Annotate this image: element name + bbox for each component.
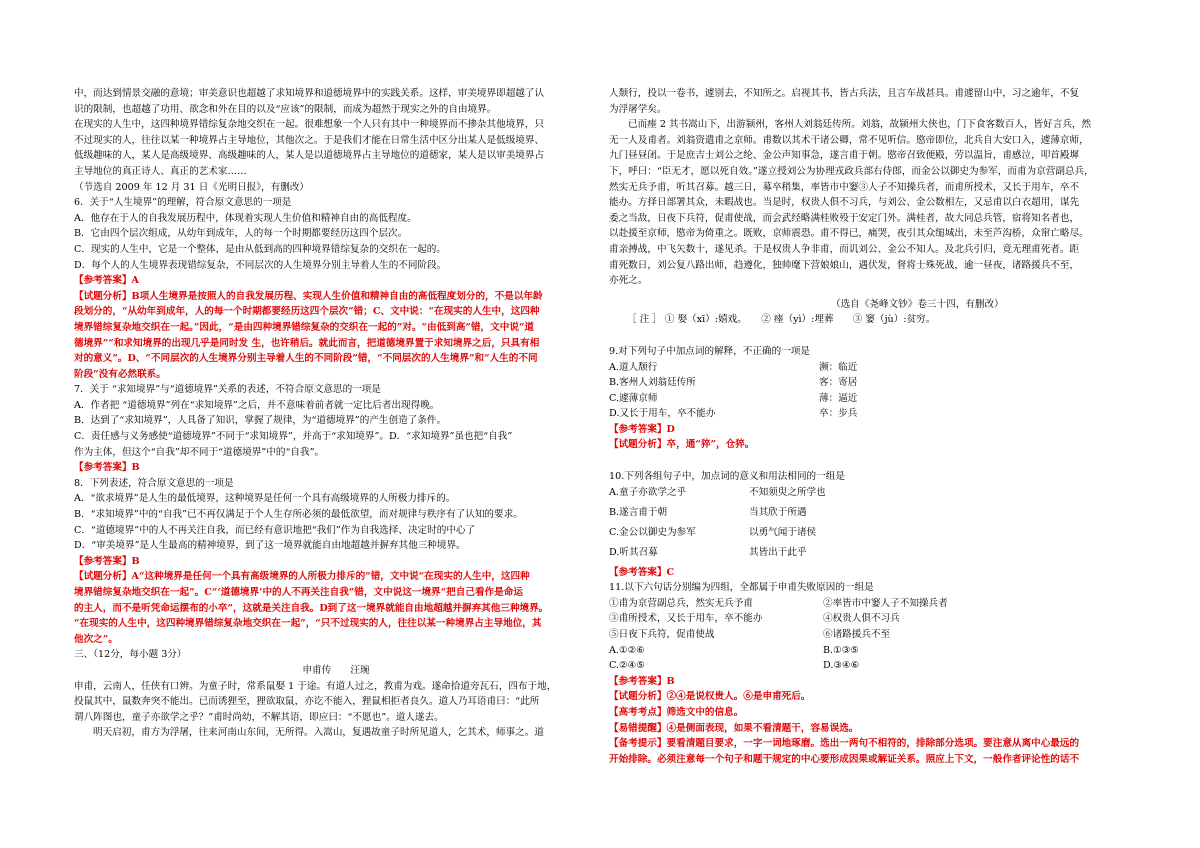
q7-option-a: A．作者把 “道德境界”列在“求知境界”之后，并不意味着前者就一定比后者出现得晚。: [74, 399, 440, 411]
q11-analysis: 【试题分析】②④是说权贵人。⑥是申甫死后。: [609, 691, 811, 703]
q6-option-d: D．每个人的人生境界表现错综复杂，不同层次的人生境界分别主导着人生的不同阶段。: [74, 259, 447, 271]
q11-item: ①甫为京营副总兵，然实无兵予甫: [609, 597, 753, 609]
q10-left: A.童子亦欲学之乎: [609, 486, 687, 498]
source-note: （节选自 2009 年 12 月 31 日《光明日报》，有删改）: [74, 181, 310, 193]
q6-analysis: 阶段”没有必然联系。: [74, 368, 166, 380]
q11-prep-tip: 开始排除。必须注意每一个句子和题干规定的中心要形成因果或解证关系。照应上下文，一般作者评论性的话不: [609, 753, 1080, 765]
q10-row: [609, 505, 1129, 525]
q10-left: B.遂言甫于朝: [609, 506, 668, 518]
left-column: [74, 86, 598, 741]
q10-left: C.金公以御史为参军: [609, 526, 696, 538]
q9-sentence: C.遽薄京师: [609, 392, 658, 404]
text-line: 中，而达到情景交融的意境；审美意识也超越了求知境界和道德境界中的实践关系。这样，审美境界即超越了认: [74, 88, 545, 99]
q10-right: 不知须臾之所学也: [749, 486, 826, 498]
passage-line: 人颓行，投以一卷书，遽别去，不知所之。启视其书，皆古兵法，且言车战甚具。甫遽留山中，习之逾年，不复: [609, 88, 1080, 99]
q6-answer: 【参考答案】A: [74, 275, 140, 287]
q11-option: D.③④⑥: [823, 660, 860, 672]
passage-line: 下，呼曰：“臣无才，愿以死自效。”遂立授刘公为协理戎政兵部右侍郎，而金公以御史为参军，而甫为京营副总兵，: [609, 165, 1094, 177]
passage-line: 然实无兵予甫，听其召募。越三日，募卒稍集，率皆市中窭③人子不知操兵者，而甫所授术，又长于用车，卒不: [609, 181, 1080, 193]
right-column: [609, 86, 1129, 767]
q9-row: [609, 391, 1129, 407]
q10-right: 当其欣于所遇: [749, 506, 807, 518]
passage-line: 已而瘗 2 其书嵩山下，出游颍州，客州人刘翁廷传所。刘翁，故颍州大侠也，门下食客数百人，皆好言兵，然: [628, 119, 1092, 131]
q10-stem: 10.下列各组句子中，加点词的意义和用法相同的一组是: [609, 471, 845, 483]
q8-analysis: 境界错综复杂地交织在一起”。C“‘道德境界’中的人不再关注自我”错，文中说这一境界“把自己看作是命运: [74, 587, 523, 598]
q9-sentence: B.客州人刘翁廷传所: [609, 377, 696, 389]
q11-item: ④权贵人俱不习兵: [823, 613, 900, 625]
passage-source: （选自《尧峰文钞》卷三十四，有删改）: [831, 298, 1004, 310]
passage-line: 甫死数日，刘公复八路出师，趋遵化，独帅麾下营娘娘山，遇伏发，督将士殊死战，逾一昼夜，诸路援兵不至，: [609, 259, 1080, 271]
q8-analysis: 【试题分析】A“这种境界是任何一个具有高级境界的人所极力排斥的”错，文中说“在现实的人生中，这四种: [74, 571, 530, 583]
text-line: 低级趣味的人，某人是高级境界、高级趣味的人，某人是以道德境界占主导地位的道德家，某人是以审美境界占: [74, 150, 545, 162]
q9-row: [609, 375, 1129, 391]
q10-left: D.听其召募: [609, 546, 658, 558]
q7-stem: 7．关于 “求知境界”与“道德境界”关系的表述，不符合原文意思的一项是: [74, 384, 381, 396]
passage-line: 九门昼昼闭。于是庶吉士刘公之纶、金公声知事急，遂言甫于朝。愍帝召致便殿，劳以温旨，甫感泣，叩首殿墀: [609, 150, 1080, 162]
passage-line: 无一人及甫者。刘翁资遣甫之京师。甫数以其术干诸公卿，常不见听信。愍帝即位，北兵自大安口入，遽薄京师，: [609, 134, 1089, 146]
q9-sentence: A.道人颓行: [609, 361, 658, 373]
passage-line: 甫亲搏战，中飞矢数十，遂见杀。于是权贵人争非甫，而讥刘公、金公不知人。及北兵引归，竟无理甫死者。距: [609, 243, 1080, 255]
q8-analysis: 的主人，而不是听凭命运摆布的小卒”，这就是关注自我。D到了这一境界就能自由地超越并摒弃其他三种境界。: [74, 602, 549, 614]
text-line: 在现实的人生中，这四种境界错综复杂地交织在一起。很难想象一个人只有其中一种境界而不掺杂其他境界，只: [74, 119, 545, 131]
passage-line: 谓八阵图也，童子亦欲学之乎？”甫时尚幼，不解其语，即应曰：“不愿也”。道人遂去。: [74, 711, 444, 723]
passage-line: 能办。方择日部署其众，未暇战也。当是时，权贵人俱不习兵，与刘公、金公数相左，又忌甫以白衣超用，谋先: [609, 197, 1080, 209]
q8-option-d: D．“审美境界”是人生最高的精神境界，到了这一境界就能自由地超越并摒弃其他三种境界。: [74, 540, 466, 552]
q10-right: 其皆出于此乎: [749, 546, 807, 558]
q11-stem: 11.以下六句话分别编为四组，全都属于申甫失败原因的一组是: [609, 582, 874, 594]
q9-row: [609, 360, 1129, 376]
q6-option-a: A．他存在于人的自我发展历程中，体现着实现人生价值和精神自由的高低程度。: [74, 212, 417, 224]
passage-line: 申甫，云南人，任侠有口辨。为童子时，常系鼠娶 1 于途。有道人过之，教甫为戏。遂命拾道旁瓦石，四布于地，: [74, 680, 557, 692]
annotation-notes: ［ 注 ］ ① 娶（xī）:嬉戏。 ② 瘗（yì）:埋葬 ③ 窭（jù）:贫穷。: [627, 314, 936, 326]
passage-line: 为浮屠学矣。: [609, 103, 667, 115]
section-heading: 三、（12分，每小题 3分）: [74, 649, 187, 661]
text-line: 不过现实的人，往往以某一种境界占主导地位，其他次之。于是我们才能在日常生活中区分出某人是低级境界、: [74, 134, 545, 146]
q10-row: [609, 485, 1129, 505]
q7-option-b: B．达到了“求知境界”，人具备了知识，掌握了规律，为“道德境界”的产生创造了条件。: [74, 415, 447, 427]
q6-analysis: 对的意义”。D、“不同层次的人生境界分别主导着人生的不同阶段”错，“不同层次的人生境界”和“人生的不同: [74, 353, 538, 365]
q8-option-a: A．“欲求境界”是人生的最低境界，这种境界是任何一个具有高级境界的人所极力排斥的。: [74, 493, 456, 505]
q6-analysis: 【试题分析】B项人生境界是按照人的自我发展历程、实现人生价值和精神自由的高低程度划分的，不是以年龄: [74, 290, 543, 302]
q11-answer: 【参考答案】B: [609, 675, 675, 687]
q10-row: [609, 545, 1129, 565]
q6-option-c: C．现实的人生中，它是一个整体，是由从低到高的四种境界错综复杂的交织在一起的。: [74, 243, 446, 255]
passage-line: 委之当敌，日夜下兵符，促甫使战，而会武经略满桂败殁于安定门外。满桂者，故大同总兵管，宿将知名者也，: [609, 212, 1080, 224]
q11-row: [609, 611, 1129, 627]
q11-row: [609, 658, 1129, 674]
q11-row: [609, 643, 1129, 659]
q6-option-b: B．它由四个层次组成，从幼年到成年，人的每一个时期都要经历这四个层次。: [74, 228, 408, 240]
q11-option: C.②④⑤: [609, 660, 645, 672]
passage-line: 投鼠其中，鼠数奔突不能出。已而诱狸至，狸欲取鼠，亦讫不能入，狸鼠相拒者良久。道人乃耳语甫曰：“此所: [74, 696, 540, 708]
q7-answer: 【参考答案】B: [74, 462, 140, 474]
q7-option-c: C．责任感与义务感使“道德境界”不同于“求知境界”，并高于“求知境界”。D．“求知境界”虽也把“自我”: [74, 431, 513, 443]
q8-stem: 8．下列表述，符合原文意思的一项是: [74, 477, 234, 489]
q6-analysis: 境界错综复杂地交织在一起。”因此，“是由四种境界错综复杂的交织在一起的”对。“由低到高”错，文中说“道: [74, 321, 535, 333]
q9-gloss: 薄：逼近: [819, 392, 858, 404]
q9-answer: 【参考答案】D: [609, 423, 675, 435]
q8-answer: 【参考答案】B: [74, 555, 140, 567]
q6-analysis: 段划分的，“从幼年到成年，人的每一个时期都要经历这四个层次”错；C、文中说：“在现实的人生中，这四种: [74, 306, 540, 318]
q11-item: ⑤日夜下兵符，促甫使战: [609, 629, 715, 641]
q11-row: [609, 627, 1129, 643]
q9-stem: 9.对下列句子中加点词的解释，不正确的一项是: [609, 345, 811, 357]
q10-row: [609, 525, 1129, 545]
passage-title: 申甫传 汪琬: [302, 664, 370, 676]
passage-line: 亦死之。: [609, 275, 648, 287]
q9-gloss: 卒：步兵: [819, 408, 858, 420]
q9-gloss: 客：寄居: [819, 377, 858, 389]
q9-sentence: D.又长于用车，卒不能办: [609, 408, 716, 420]
passage-line: 以赴援至京师，愍帝为倚重之。既败，京师震恐。甫不得已，痛哭，夜引其众缒城出，未至芦沟桥，众窜亡略尽。: [609, 228, 1089, 240]
q6-analysis: 德境界”“和求知境界的出现几乎是同时发 生，也许稍后。就此而言，把道德境界置于求知境界之后，只具有相: [74, 337, 540, 349]
passage-line: 明天启初，甫方为浮屠，往来河南山东间，无所得。入嵩山，复遇故童子时所见道人，乞其术，师事之。道: [93, 727, 544, 739]
text-line: 识的限制，也超越了功用、欲念和外在目的以及“应该”的限制，而成为超然于现实之外的自由境界。: [74, 103, 497, 115]
q11-row: [609, 596, 1129, 612]
text-line: 主导地位的真正诗人、真正的艺术家……: [74, 165, 247, 177]
q6-stem: 6．关于“人生境界”的理解，符合原文意思的一项是: [74, 197, 292, 209]
q9-row: [609, 406, 1129, 422]
q9-analysis: 【试题分析】卒，通“猝”，仓猝。: [609, 439, 755, 451]
q8-analysis: 他次之”。: [74, 633, 118, 645]
q11-prep-tip: 【备考提示】要看清题目要求，一字一词地琢磨。选出一两句不相符的，排除部分选项。要注意从离中心最远的: [609, 738, 1080, 750]
q8-option-b: B．“求知境界”中的“自我”已不再仅满足于个人生存所必须的最低欲望，而对规律与秩序有了认知的要求。: [74, 509, 523, 521]
q11-item: ③甫所授术，又长于用车，卒不能办: [609, 613, 763, 625]
q8-analysis: “在现实的人生中，这四种境界错综复杂地交织在一起”，“只不过现实的人，往往以某一种境界占主导地位，其: [74, 618, 542, 630]
q11-error-tip: 【易错提醒】④是侧面表现，如果不看清题干，容易误选。: [609, 722, 859, 734]
q10-right: 以勇气闻于诸侯: [749, 526, 817, 538]
q11-item: ⑥诸路援兵不至: [823, 629, 891, 641]
q9-gloss: 濒：临近: [819, 361, 858, 373]
q11-option: A.①②⑥: [609, 644, 645, 656]
q8-option-c: C．“道德境界”中的人不再关注自我，而已经有意识地把“我们”作为自我选择、决定时的中心了: [74, 524, 476, 536]
q11-item: ②率皆市中窭人子不知操兵者: [823, 597, 948, 609]
q11-exam-point: 【高考考点】筛选文中的信息。: [609, 707, 744, 718]
q11-option: B.①③⑤: [823, 644, 859, 656]
q7-option-d: 作为主体，但这个“自我”却不同于“道德境界”中的“自我”。: [74, 446, 325, 458]
q10-answer: 【参考答案】C: [609, 566, 675, 578]
